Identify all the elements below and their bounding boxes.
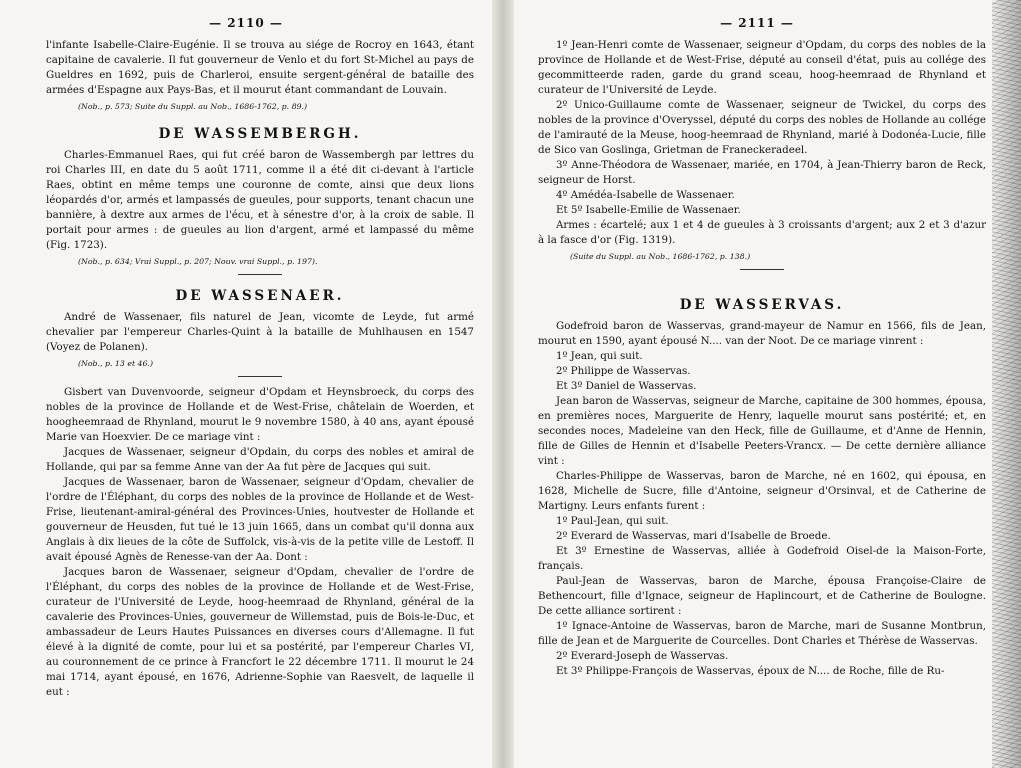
list-item: Et 3º Philippe-François de Wasservas, époux de N.... de Roche, fille de Ru-: [556, 665, 945, 677]
list-item: Paul-Jean de Wasservas, baron de Marche, épousa Françoise-Claire de Bethencourt, fille d'Ignace, seigneur de Haplincourt, et de Catherine de Boulogne. De cette alliance sortirent :: [538, 575, 986, 617]
list-item: 2º Unico-Guillaume comte de Wassenaer, seigneur de Twickel, du corps des nobles de la province d'Overyssel, député du corps des nobles de Hollande au collége de l'amirauté de la Meuse, hoog-heemraad de Rhynland, marié à Dodonéa-Lucie, fille de Sico van Goslinga, Grietman de Franeckeradeel.: [538, 99, 987, 156]
left-page-body: [0, 38, 492, 700]
list-item: 2º Everard-Joseph de Wasservas.: [556, 650, 729, 662]
right-page-body: [514, 38, 1000, 679]
wassembergh-title: DE WASSEMBERGH.: [158, 126, 362, 142]
book-gutter: [492, 0, 514, 768]
wassenaer-title: DE WASSENAER.: [175, 288, 345, 304]
list-item: Et 3º Daniel de Wasservas.: [556, 380, 697, 392]
scan-noise-edge: [992, 0, 1021, 768]
list-item: Jean baron de Wasservas, seigneur de Marche, capitaine de 300 hommes, épousa, en premières noces, Marguerite de Henry, laquelle mourut sans postérité; et, en secondes noces, Madeleine van den Heck, fille de Guillaume, et d'Anne de Hennin, fille de Gilles de Hennin et d'Isabelle Peeters-Vrancx. — De cette dernière alliance vint :: [538, 395, 986, 467]
list-item: Charles-Philippe de Wasservas, baron de Marche, né en 1602, qui épousa, en 1628, Michelle de Sucre, fille d'Antoine, seigneur d'Orsinval, et de Catherine de Martigny. Leurs enfants furent :: [538, 470, 986, 512]
section-divider: [238, 376, 282, 377]
right-page: [514, 0, 1000, 768]
wassenaer-paragraph-4: Jacques de Wassenaer, baron de Wassenaer, seigneur d'Opdam, chevalier de l'ordre de l'Éléphant, du corps des nobles de la province de Hollande et de West-Frise, lieutenant-amiral-général des Provinces-Unies, houtvester de Hollande et gouverneur de Heusden, fut tué le 13 juin 1665, dans un combat qu'il donna aux Anglais à dix lieues de la côte de Suffolck, vis-à-vis de la petite ville de Lestoff. Il avait épousé Agnès de Renesse-van der Aa. Dont :: [46, 476, 474, 563]
list-item: 4º Amédéa-Isabelle de Wassenaer.: [556, 189, 735, 201]
left-page-number: — 2110 —: [209, 16, 283, 30]
list-item: 2º Philippe de Wasservas.: [556, 365, 691, 377]
list-item: 2º Everard de Wasservas, mari d'Isabelle de Broede.: [556, 530, 831, 542]
wassembergh-citation: (Nob., p. 634; Vrai Suppl., p. 207; Nouv. vrai Suppl., p. 197).: [78, 257, 318, 266]
list-item: 1º Jean-Henri comte de Wassenaer, seigneur d'Opdam, du corps des nobles de la province de Hollande et de West-Frise, député au conseil d'état, puis au collége des gecommitteerde raden, garde du grand sceau, hoog-heemraad de Rhynland et curateur de l'Université de Leyde.: [538, 39, 986, 96]
list-item: Godefroid baron de Wasservas, grand-mayeur de Namur en 1566, fils de Jean, mourut en 1590, ayant épousé N.... van der Noot. De ce mariage vinrent :: [538, 320, 986, 347]
wasservas-title: DE WASSERVAS.: [679, 297, 845, 313]
wassenaer-end-citation: (Suite du Suppl. au Nob., 1686-1762, p. 138.): [570, 252, 751, 261]
left-page: [0, 0, 492, 768]
list-item: 3º Anne-Théodora de Wassenaer, mariée, en 1704, à Jean-Thierry baron de Reck, seigneur de Horst.: [538, 159, 986, 186]
wassembergh-paragraph: Charles-Emmanuel Raes, qui fut créé baron de Wassembergh par lettres du roi Charles III, en date du 5 août 1711, comme il a été dit ci-devant à l'article Raes, obtint en même temps une couronne de comte, ainsi que deux lions léopardés d'or, armés et lampassés de gueules, pour supports, tenant chacun une bannière, à dextre aux armes de l'écu, et à sénestre d'or, à la croix de sable. Il portait pour armes : de gueules au lion d'argent, armé et lampassé du même (Fig. 1723).: [46, 149, 474, 251]
wassenaer-paragraph-3: Jacques de Wassenaer, seigneur d'Opdain, du corps des nobles et amiral de Hollande, qui par sa femme Anne van der Aa fut père de Jacques qui suit.: [46, 446, 474, 473]
section-divider: [238, 274, 282, 275]
wassenaer-citation: (Nob., p. 13 et 46.): [78, 359, 153, 368]
intro-paragraph: l'infante Isabelle-Claire-Eugénie. Il se trouva au siége de Rocroy en 1643, étant capitaine de cavalerie. Il fut gouverneur de Venlo et du fort St-Michel au pays de Gueldres en 1692, puis de Charleroi, ensuite sergent-général de bataille des armées d'Espagne aux Pays-Bas, et il mourut étant commandant de Louvain.: [46, 39, 474, 96]
intro-citation: (Nob., p. 573; Suite du Suppl. au Nob., 1686-1762, p. 89.): [78, 102, 308, 111]
section-divider: [740, 269, 784, 270]
wassenaer-paragraph-1: André de Wassenaer, fils naturel de Jean, vicomte de Leyde, fut armé chevalier par l'empereur Charles-Quint à la bataille de Muhlhausen en 1547 (Voyez de Polanen).: [46, 311, 474, 353]
wassenaer-paragraph-5: Jacques baron de Wassenaer, seigneur d'Opdam, chevalier de l'ordre de l'Éléphant, du corps des nobles de la province de Hollande et de West-Frise, curateur de l'Université de Leyde, hoog-heemraad de Rhynland, général de la cavalerie des Provinces-Unies, gouverneur de Willemstad, puis de Bois-le-Duc, et ambassadeur de Leurs Hautes Puissances en diverses cours d'Allemagne. Il fut élevé à la dignité de comte, pour lui et sa postérité, par l'empereur Charles VI, au couronnement de ce prince à Francfort le 22 décembre 1711. Il mourut le 24 mai 1714, ayant épousé, en 1676, Adrienne-Sophie van Raesvelt, de laquelle il eut :: [46, 566, 474, 698]
arms-paragraph: Armes : écartelé; aux 1 et 4 de gueules à 3 croissants d'argent; aux 2 et 3 d'azur à la fasce d'or (Fig. 1319).: [538, 219, 986, 246]
list-item: 1º Ignace-Antoine de Wasservas, baron de Marche, mari de Susanne Montbrun, fille de Jean et de Marguerite de Courcelles. Dont Charles et Thérèse de Wasservas.: [538, 620, 986, 647]
list-item: Et 3º Ernestine de Wasservas, alliée à Godefroid Oisel-de la Maison-Forte, français.: [538, 545, 986, 572]
list-item: 1º Jean, qui suit.: [556, 350, 643, 362]
right-page-number: — 2111 —: [720, 16, 794, 30]
wassenaer-paragraph-2: Gisbert van Duvenvoorde, seigneur d'Opdam et Heynsbroeck, du corps des nobles de la province de Hollande et de West-Frise, châtelain de Woerden, et hoogheemraad de Rhynland, mourut le 9 novembre 1580, à 40 ans, ayant épousé Marie van Hoexvier. De ce mariage vint :: [46, 386, 474, 443]
list-item: Et 5º Isabelle-Emilie de Wassenaer.: [556, 204, 741, 216]
list-item: 1º Paul-Jean, qui suit.: [556, 515, 669, 527]
